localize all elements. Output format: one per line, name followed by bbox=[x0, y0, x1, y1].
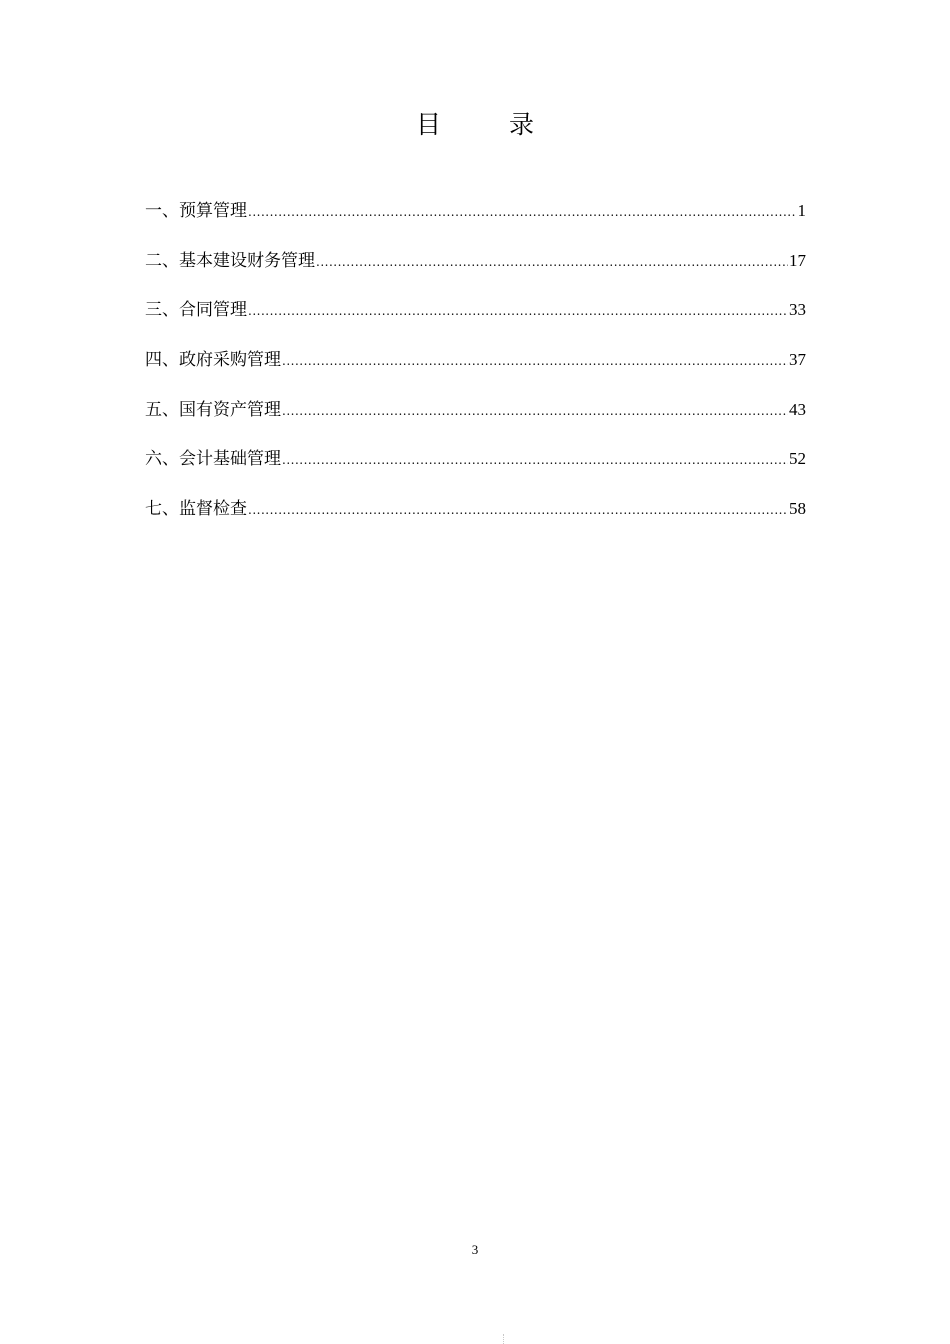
toc-entry-page: 33 bbox=[789, 300, 806, 320]
toc-entry[interactable] bbox=[145, 248, 806, 298]
page-number: 3 bbox=[471, 1242, 479, 1257]
toc-entry-label: 二、基本建设财务管理 bbox=[145, 250, 315, 271]
toc-entry[interactable] bbox=[145, 397, 806, 447]
toc-entry-label: 四、政府采购管理 bbox=[145, 350, 281, 371]
toc-dot-leader bbox=[248, 497, 788, 523]
toc-entry-page: 58 bbox=[789, 499, 806, 519]
toc-entry-page: 37 bbox=[789, 350, 806, 370]
toc-entry[interactable] bbox=[145, 446, 806, 496]
toc-entry[interactable] bbox=[145, 347, 806, 397]
toc-entry[interactable] bbox=[145, 496, 806, 546]
toc-entry-label: 五、国有资产管理 bbox=[145, 399, 281, 420]
toc-dot-leader bbox=[316, 249, 788, 275]
toc-dot-leader bbox=[282, 348, 788, 374]
toc-entry-label: 六、会计基础管理 bbox=[145, 449, 281, 470]
toc-dot-leader bbox=[282, 398, 788, 424]
toc-entry-page: 17 bbox=[789, 250, 806, 270]
toc-entry[interactable] bbox=[145, 198, 806, 248]
toc-dot-leader bbox=[248, 298, 788, 324]
toc-dot-leader bbox=[248, 199, 797, 225]
toc-entry-label: 一、预算管理 bbox=[145, 201, 247, 221]
toc-entry-page: 1 bbox=[797, 201, 806, 220]
toc-entry[interactable] bbox=[145, 297, 806, 347]
page-edge-mark bbox=[503, 1334, 504, 1344]
toc-dot-leader bbox=[282, 447, 788, 473]
toc-entry-page: 43 bbox=[789, 399, 806, 419]
toc-entry-page: 52 bbox=[789, 449, 806, 469]
toc-entry-label: 七、监督检查 bbox=[145, 499, 247, 520]
table-of-contents bbox=[145, 198, 806, 546]
page-title: 目 录 bbox=[416, 110, 564, 139]
toc-entry-label: 三、合同管理 bbox=[145, 300, 247, 321]
